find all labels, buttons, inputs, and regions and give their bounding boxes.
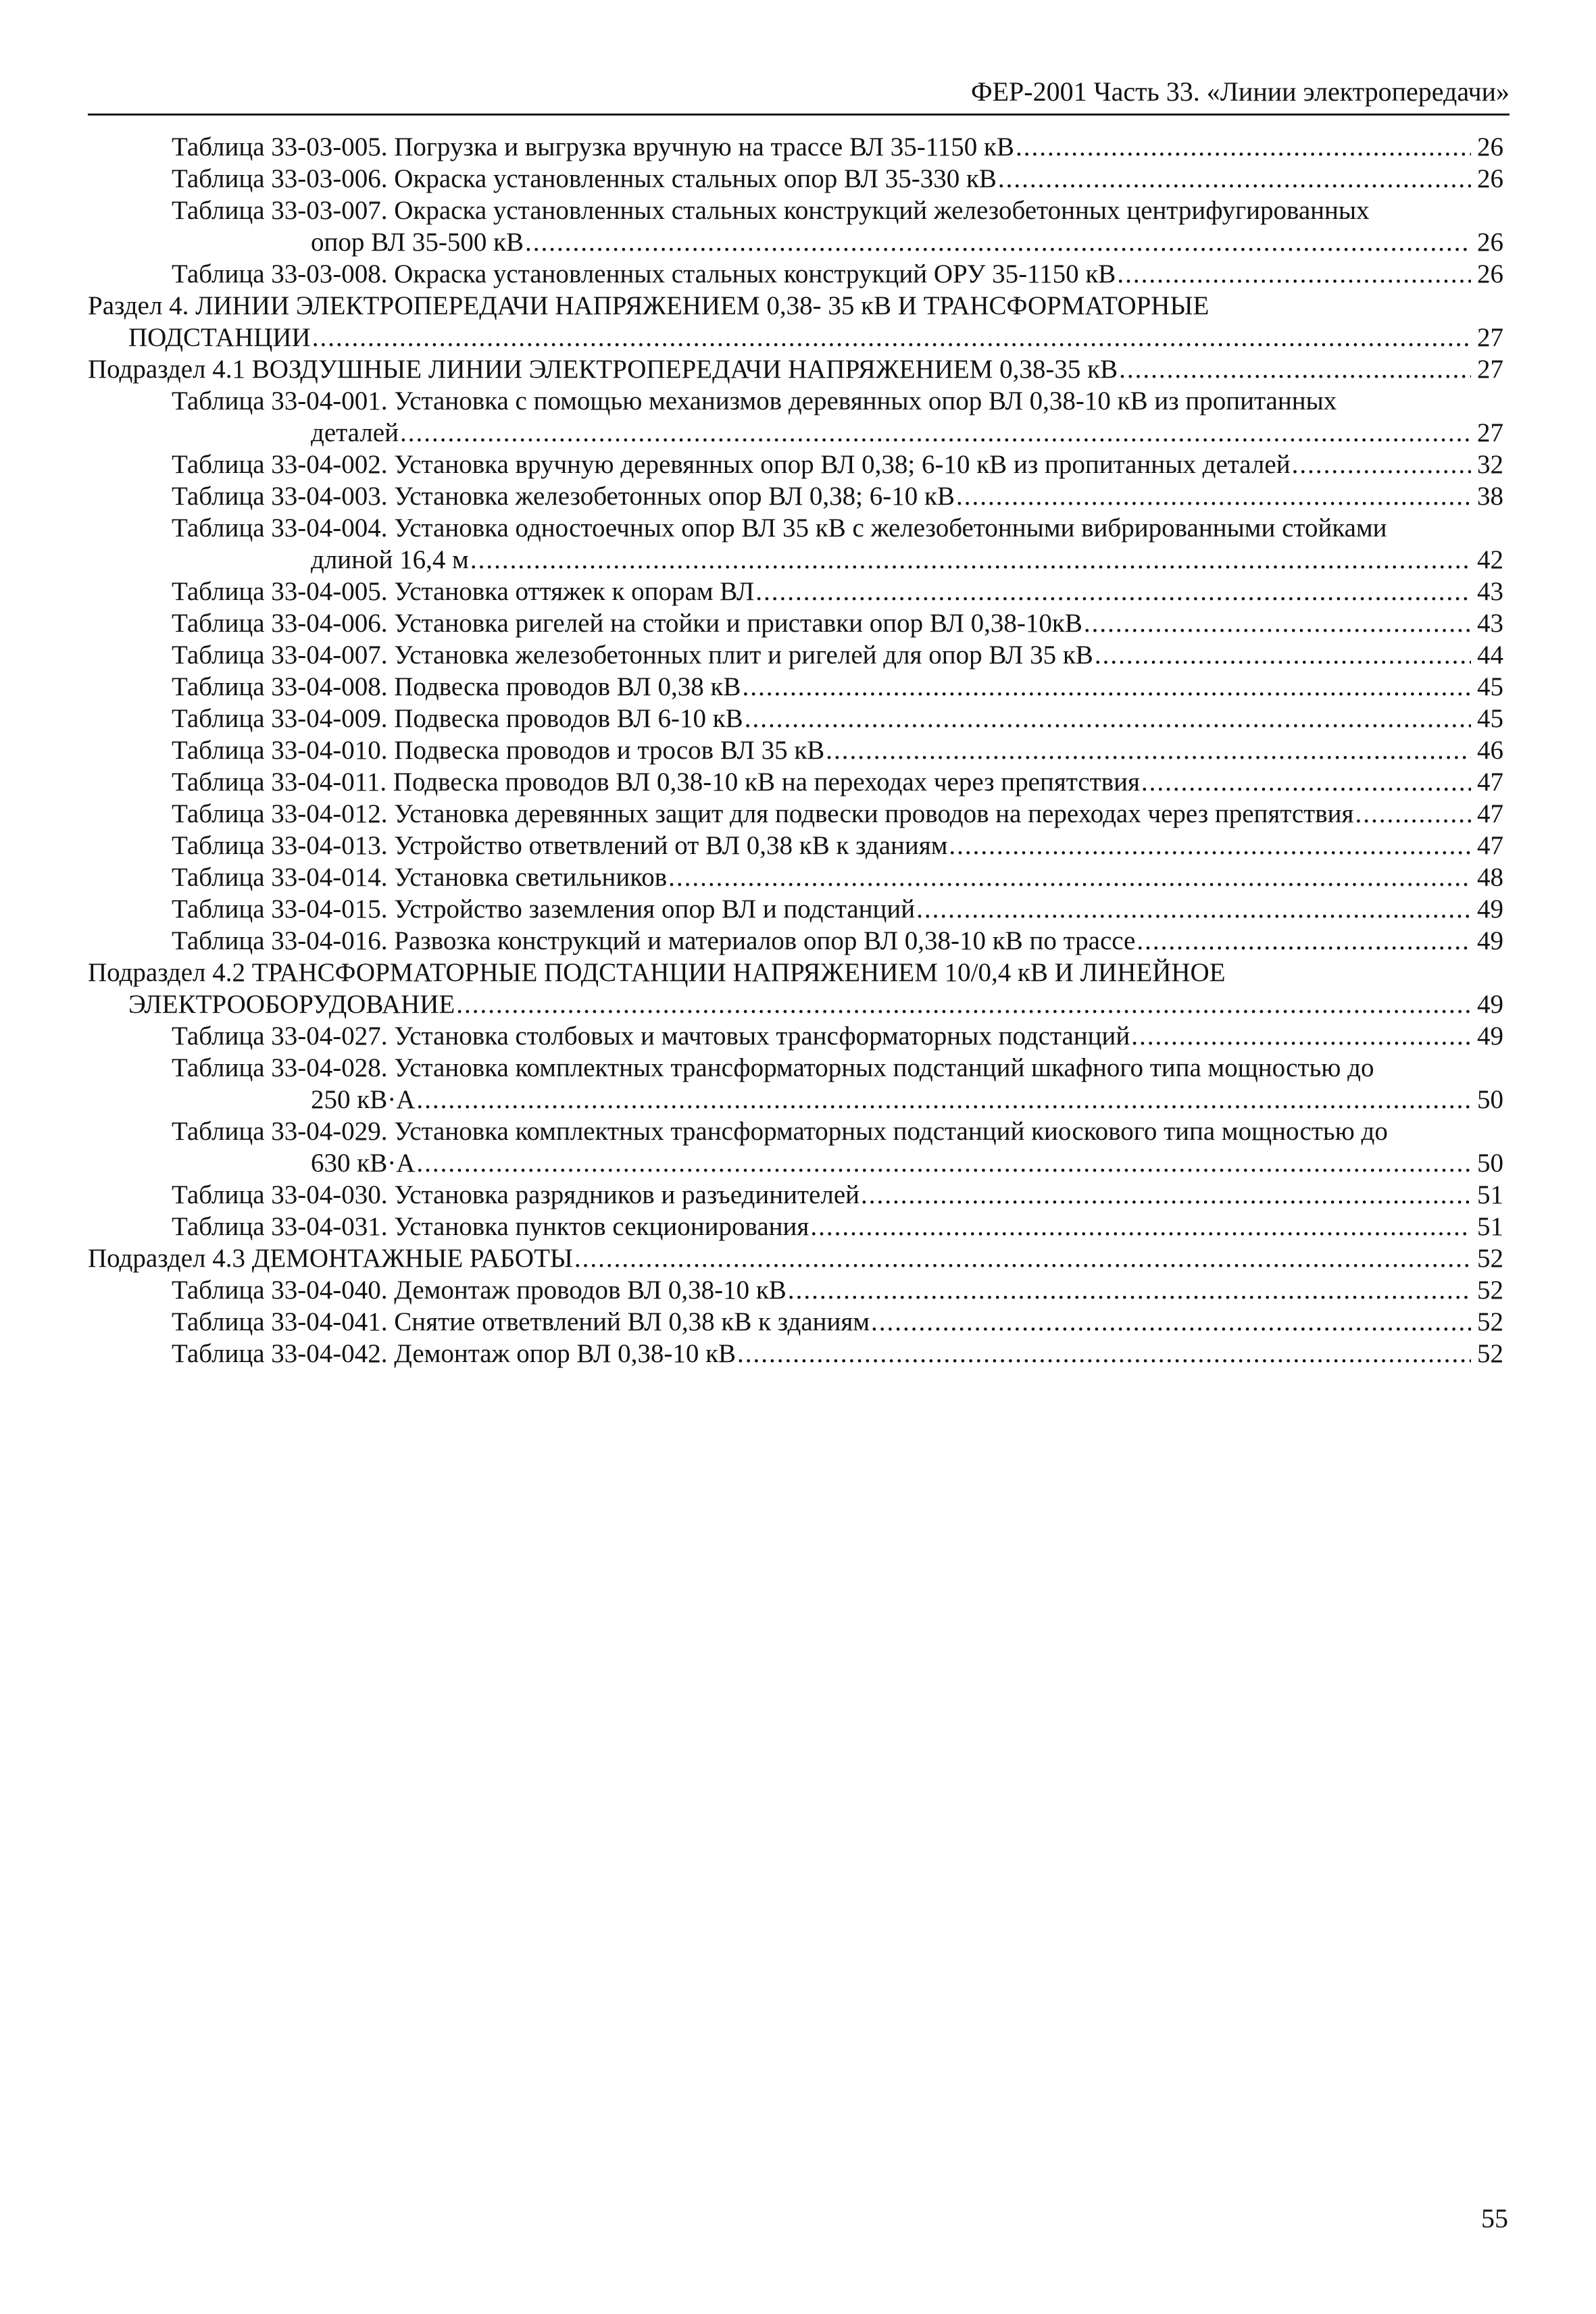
toc-table-entry[interactable] [88,1274,1503,1306]
toc-entry-title: Таблица 33-03-005. Погрузка и выгрузка вручную на трассе ВЛ 35-1150 кВ [172,132,1014,161]
toc-entry-page: 49 [1477,990,1503,1019]
toc-entry-title-first-line: Таблица 33-04-001. Установка с помощью механизмов деревянных опор ВЛ 0,38-10 кВ из пропитанных [172,386,1337,416]
dot-leader [1292,449,1471,480]
dot-leader [456,988,1471,1020]
dot-leader [1095,639,1471,671]
dot-leader [826,734,1471,766]
toc-entry-title: Таблица 33-04-015. Устройство заземления опор ВЛ и подстанций [172,895,916,924]
dot-leader [810,1211,1471,1242]
toc-table-entry[interactable] [88,512,1503,576]
page-number: 55 [1481,2203,1508,2234]
toc-table-entry[interactable] [88,1179,1503,1211]
toc-entry-title: Таблица 33-04-005. Установка оттяжек к опорам ВЛ [172,577,755,606]
toc-entry-title: опор ВЛ 35-500 кВ [311,228,524,257]
toc-entry-page: 47 [1477,799,1503,828]
toc-table-entry[interactable] [88,1020,1503,1052]
toc-entry-title: Таблица 33-04-031. Установка пунктов секционирования [172,1212,809,1241]
dot-leader [1117,258,1471,290]
dot-leader [745,703,1471,734]
toc-table-entry[interactable] [88,576,1503,607]
toc-entry-title: Таблица 33-04-042. Демонтаж опор ВЛ 0,38-10 кВ [172,1339,737,1368]
toc-entry-title: Таблица 33-04-003. Установка железобетонных опор ВЛ 0,38; 6-10 кВ [172,482,955,511]
toc-entry-title-first-line: Таблица 33-04-028. Установка комплектных трансформаторных подстанций шкафного типа мощностью до [172,1053,1374,1082]
toc-entry-page: 45 [1477,672,1503,701]
toc-table-entry[interactable] [88,766,1503,798]
toc-entry-title: Таблица 33-04-010. Подвеска проводов и тросов ВЛ 35 кВ [172,736,825,765]
dot-leader [871,1306,1471,1338]
toc-entry-page: 52 [1477,1276,1503,1305]
toc-table-entry[interactable] [88,1115,1503,1179]
toc-entry-title: Таблица 33-04-008. Подвеска проводов ВЛ 0,38 кВ [172,672,741,701]
toc-table-entry[interactable] [88,1211,1503,1242]
toc-entry-title-first-line: Таблица 33-03-007. Окраска установленных стальных конструкций железобетонных центрифугированных [172,196,1370,225]
toc-table-entry[interactable] [88,1052,1503,1115]
toc-table-entry[interactable] [88,893,1503,925]
toc-entry-title: ПОДСТАНЦИИ [128,323,311,352]
toc-entry-title: Таблица 33-04-007. Установка железобетонных плит и ригелей для опор ВЛ 35 кВ [172,640,1093,670]
toc-entry-page: 50 [1477,1085,1503,1114]
toc-entry-page: 47 [1477,768,1503,797]
toc-entry-page: 45 [1477,704,1503,733]
dot-leader [916,893,1471,925]
toc-entry-title: ЭЛЕКТРООБОРУДОВАНИЕ [128,990,455,1019]
dot-leader [861,1179,1471,1211]
toc-entry-title: Таблица 33-03-006. Окраска установленных стальных опор ВЛ 35-330 кВ [172,164,997,193]
toc-entry-title: Таблица 33-03-008. Окраска установленных стальных конструкций ОРУ 35-1150 кВ [172,259,1116,288]
toc-table-entry[interactable] [88,830,1503,861]
toc-entry-title-first-line: Подраздел 4.2 ТРАНСФОРМАТОРНЫЕ ПОДСТАНЦИИ НАПРЯЖЕНИЕМ 10/0,4 кВ И ЛИНЕЙНОЕ [88,958,1226,987]
toc-table-entry[interactable] [88,703,1503,734]
toc-entry-title: Таблица 33-04-002. Установка вручную деревянных опор ВЛ 0,38; 6-10 кВ из пропитанных деталей [172,450,1291,479]
toc-table-entry[interactable] [88,671,1503,703]
toc-entry-title: Таблица 33-04-041. Снятие ответвлений ВЛ 0,38 кВ к зданиям [172,1307,870,1336]
dot-leader [737,1338,1471,1369]
toc-entry-page: 38 [1477,482,1503,511]
toc-entry-title: Таблица 33-04-006. Установка ригелей на стойки и приставки опор ВЛ 0,38-10кВ [172,609,1082,638]
toc-entry-page: 27 [1477,418,1503,447]
toc-entry-page: 52 [1477,1307,1503,1336]
dot-leader [788,1274,1471,1306]
dot-leader [956,480,1471,512]
toc-section-entry[interactable] [88,1242,1503,1274]
toc-entry-title: Таблица 33-04-040. Демонтаж проводов ВЛ 0,38-10 кВ [172,1276,787,1305]
toc-table-entry[interactable] [88,1306,1503,1338]
dot-leader [400,417,1471,449]
toc-entry-page: 32 [1477,450,1503,479]
toc-table-entry[interactable] [88,734,1503,766]
toc-section-entry[interactable] [88,290,1503,353]
toc-entry-page: 27 [1477,355,1503,384]
toc-entry-title: Таблица 33-04-009. Подвеска проводов ВЛ 6-10 кВ [172,704,743,733]
dot-leader [416,1084,1471,1115]
toc-entry-page: 52 [1477,1244,1503,1273]
toc-entry-page: 49 [1477,1022,1503,1051]
toc-table-entry[interactable] [88,607,1503,639]
dot-leader [470,544,1471,576]
toc-table-entry[interactable] [88,639,1503,671]
dot-leader [742,671,1471,703]
dot-leader [755,576,1471,607]
dot-leader [1084,607,1471,639]
toc-entry-page: 26 [1477,259,1503,288]
toc-entry-title-first-line: Таблица 33-04-004. Установка одностоечных опор ВЛ 35 кВ с железобетонными вибрированными стойками [172,513,1387,543]
toc-entry-title: длиной 16,4 м [311,545,469,574]
toc-entry-page: 51 [1477,1212,1503,1241]
toc-entry-title: Таблица 33-04-011. Подвеска проводов ВЛ 0,38-10 кВ на переходах через препятствия [172,768,1140,797]
toc-entry-page: 50 [1477,1149,1503,1178]
dot-leader [312,322,1471,353]
toc-entry-title: Таблица 33-04-012. Установка деревянных защит для подвески проводов на переходах через препятствия [172,799,1354,828]
dot-leader [1141,766,1471,798]
toc-table-entry[interactable] [88,195,1503,258]
table-of-contents [88,131,1503,1369]
page-header [88,76,1510,116]
toc-table-entry[interactable] [88,163,1503,195]
toc-section-entry[interactable] [88,957,1503,1020]
dot-leader [1131,1020,1471,1052]
toc-entry-page: 42 [1477,545,1503,574]
toc-entry-page: 51 [1477,1180,1503,1209]
toc-entry-page: 48 [1477,863,1503,892]
dot-leader [525,226,1471,258]
dot-leader [1137,925,1471,957]
toc-entry-title: Таблица 33-04-016. Развозка конструкций и материалов опор ВЛ 0,38-10 кВ по трассе [172,926,1136,955]
toc-table-entry[interactable] [88,861,1503,893]
toc-table-entry[interactable] [88,131,1503,163]
dot-leader [1016,131,1471,163]
toc-entry-page: 26 [1477,132,1503,161]
toc-entry-title: деталей [311,418,399,447]
toc-entry-page: 27 [1477,323,1503,352]
toc-entry-title-first-line: Раздел 4. ЛИНИИ ЭЛЕКТРОПЕРЕДАЧИ НАПРЯЖЕНИЕМ 0,38- 35 кВ И ТРАНСФОРМАТОРНЫЕ [88,291,1210,320]
toc-section-entry[interactable] [88,353,1503,385]
toc-table-entry[interactable] [88,798,1503,830]
toc-entry-page: 49 [1477,895,1503,924]
toc-entry-page: 44 [1477,640,1503,670]
toc-table-entry[interactable] [88,925,1503,957]
toc-table-entry[interactable] [88,480,1503,512]
toc-entry-page: 43 [1477,609,1503,638]
dot-leader [416,1147,1471,1179]
toc-entry-page: 52 [1477,1339,1503,1368]
dot-leader [1119,353,1471,385]
dot-leader [949,830,1471,861]
toc-entry-page: 49 [1477,926,1503,955]
toc-entry-title: Таблица 33-04-014. Установка светильников [172,863,668,892]
dot-leader [1355,798,1471,830]
toc-table-entry[interactable] [88,385,1503,449]
toc-entry-title: Таблица 33-04-030. Установка разрядников и разъединителей [172,1180,859,1209]
toc-entry-title: Подраздел 4.1 ВОЗДУШНЫЕ ЛИНИИ ЭЛЕКТРОПЕРЕДАЧИ НАПРЯЖЕНИЕМ 0,38-35 кВ [88,355,1118,384]
toc-table-entry[interactable] [88,1338,1503,1369]
document-title: ФЕР-2001 Часть 33. «Линии электропередачи» [970,76,1510,107]
toc-entry-title: Таблица 33-04-027. Установка столбовых и мачтовых трансформаторных подстанций [172,1022,1130,1051]
dot-leader [668,861,1471,893]
toc-entry-title: 250 кВ·А [311,1085,416,1114]
toc-table-entry[interactable] [88,258,1503,290]
toc-entry-page: 46 [1477,736,1503,765]
toc-entry-page: 26 [1477,228,1503,257]
toc-entry-title: Подраздел 4.3 ДЕМОНТАЖНЫЕ РАБОТЫ [88,1244,573,1273]
toc-table-entry[interactable] [88,449,1503,480]
toc-entry-title: Таблица 33-04-013. Устройство ответвлений от ВЛ 0,38 кВ к зданиям [172,831,948,860]
toc-entry-page: 26 [1477,164,1503,193]
dot-leader [998,163,1471,195]
toc-entry-page: 47 [1477,831,1503,860]
toc-entry-title: 630 кВ·А [311,1149,416,1178]
toc-entry-page: 43 [1477,577,1503,606]
dot-leader [574,1242,1471,1274]
toc-entry-title-first-line: Таблица 33-04-029. Установка комплектных трансформаторных подстанций киоскового типа мощностью до [172,1117,1388,1146]
